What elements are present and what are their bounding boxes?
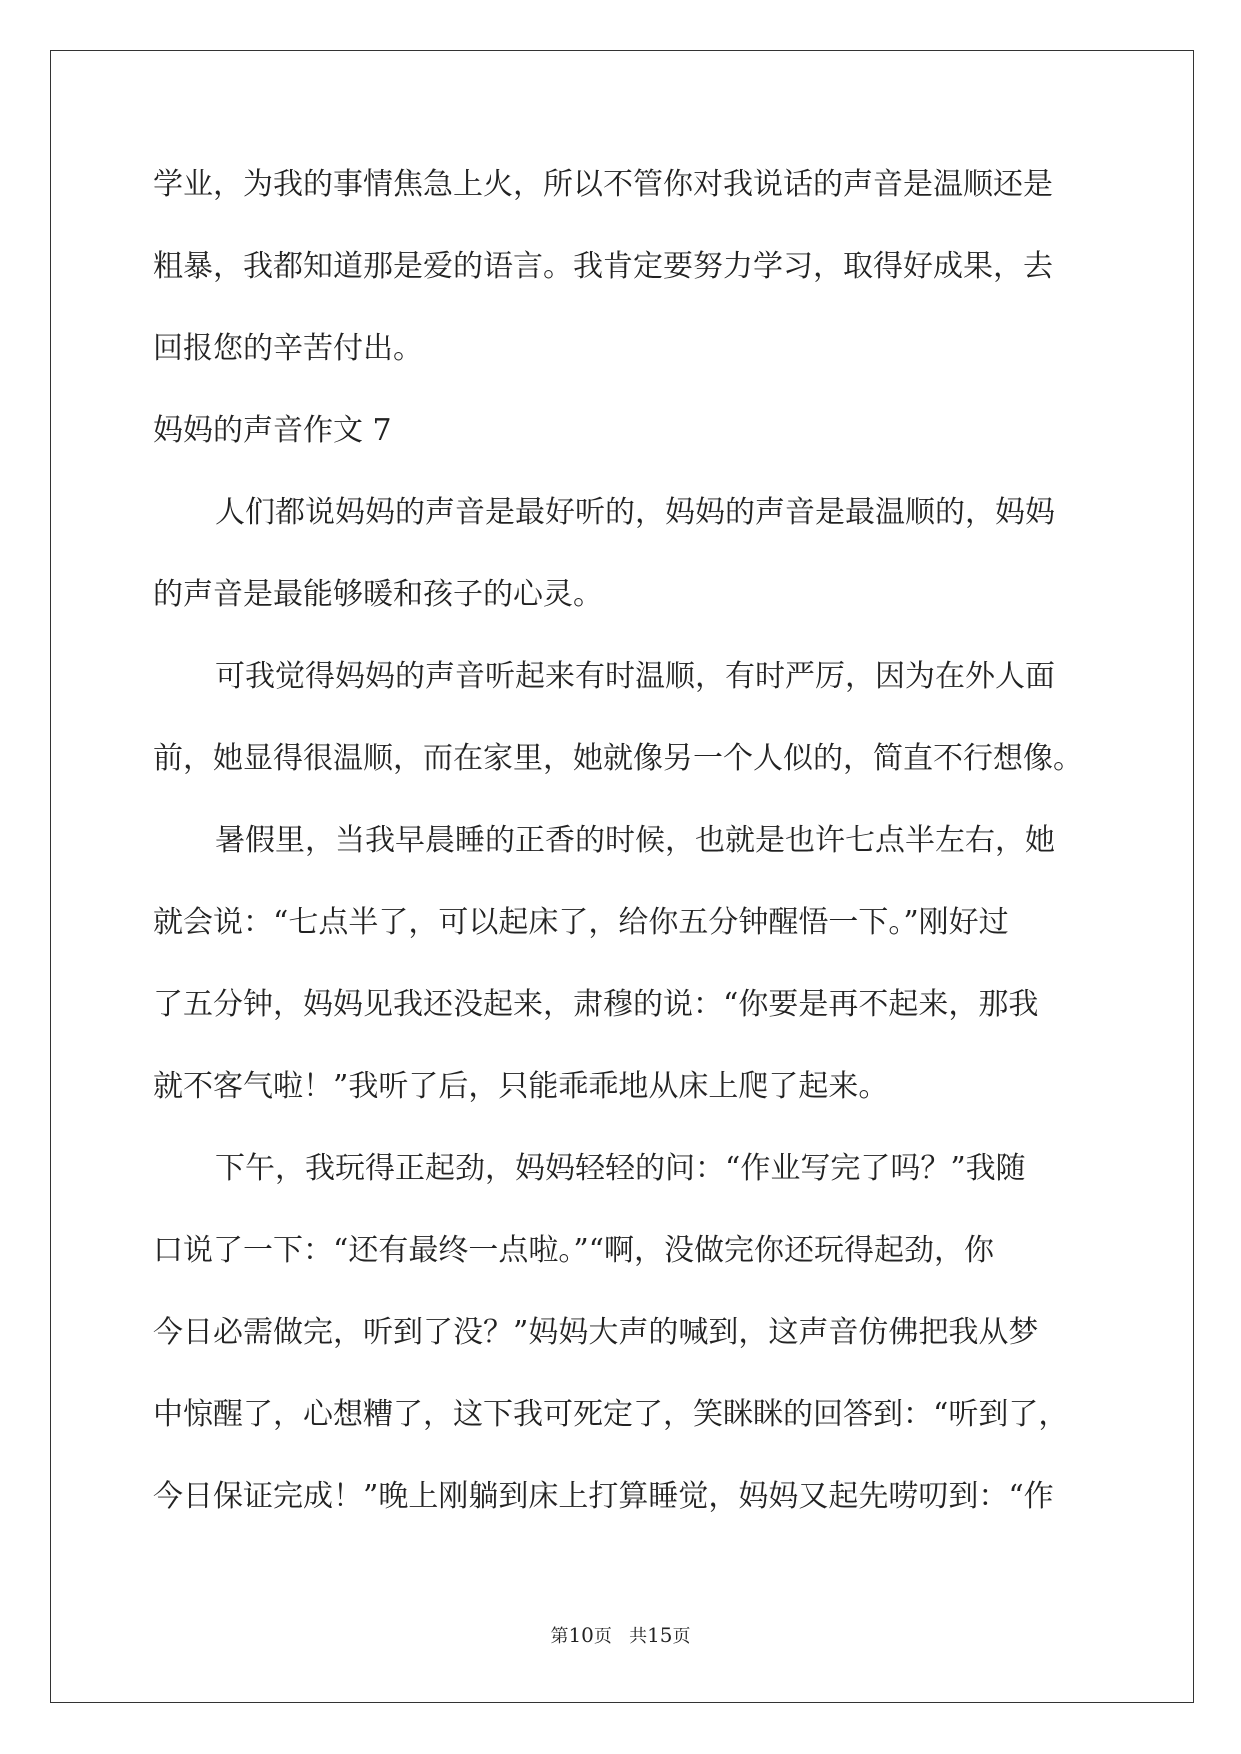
footer-suffix: 页 <box>672 1626 691 1647</box>
text-line: 口说了一下：“还有最终一点啦。”“啊，没做完你还玩得起劲，你 <box>153 1233 995 1268</box>
text-line: 暑假里，当我早晨睡的正香的时候，也就是也许七点半左右，她 <box>215 823 1055 858</box>
current-page-number: 10 <box>568 1623 594 1647</box>
total-page-count: 15 <box>647 1623 673 1647</box>
page-footer <box>0 1622 1241 1648</box>
text-line: 今日保证完成！”晚上刚躺到床上打算睡觉，妈妈又起先唠叨到：“作 <box>153 1479 1054 1514</box>
text-line: 粗暴，我都知道那是爱的语言。我肯定要努力学习，取得好成果，去 <box>153 249 1053 284</box>
footer-middle: 页 共 <box>593 1626 648 1647</box>
text-line: 的声音是最能够暖和孩子的心灵。 <box>153 577 603 612</box>
section-heading: 妈妈的声音作文 7 <box>153 413 392 448</box>
text-line: 中惊醒了，心想糟了，这下我可死定了，笑眯眯的回答到：“听到了， <box>153 1397 1069 1432</box>
text-line: 就会说：“七点半了，可以起床了，给你五分钟醒悟一下。”刚好过 <box>153 905 1009 940</box>
footer-prefix: 第 <box>550 1626 569 1647</box>
text-line: 学业，为我的事情焦急上火，所以不管你对我说话的声音是温顺还是 <box>153 167 1053 202</box>
text-line: 人们都说妈妈的声音是最好听的，妈妈的声音是最温顺的，妈妈 <box>215 495 1055 530</box>
text-line: 可我觉得妈妈的声音听起来有时温顺，有时严厉，因为在外人面 <box>215 659 1055 694</box>
document-body <box>153 162 1103 1556</box>
text-line: 前，她显得很温顺，而在家里，她就像另一个人似的，简直不行想像。 <box>153 741 1083 776</box>
text-line: 了五分钟，妈妈见我还没起来，肃穆的说：“你要是再不起来，那我 <box>153 987 1039 1022</box>
text-line: 今日必需做完，听到了没？”妈妈大声的喊到，这声音仿佛把我从梦 <box>153 1315 1039 1350</box>
text-line: 下午，我玩得正起劲，妈妈轻轻的问：“作业写完了吗？”我随 <box>215 1151 1026 1186</box>
text-line: 就不客气啦！”我听了后，只能乖乖地从床上爬了起来。 <box>153 1069 889 1104</box>
text-line: 回报您的辛苦付出。 <box>153 331 423 366</box>
